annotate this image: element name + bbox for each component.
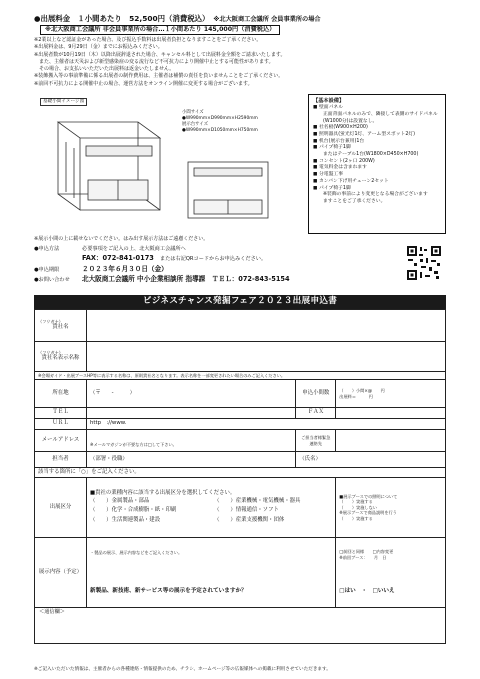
display-name-label: （フリガナ） 貴社名表示名称 — [35, 341, 87, 371]
spec-title: 【基本設備】 — [313, 97, 345, 104]
name-field[interactable]: （氏名） — [296, 452, 446, 468]
fax-field[interactable] — [336, 408, 446, 419]
cat-machinery[interactable]: （ ）産業機械・電気機械・器具 — [214, 498, 301, 505]
position-field[interactable]: （部署・役職） — [87, 452, 296, 468]
note-2: ※出展料金は、9月29日（金）までにお振込みください。 — [34, 44, 163, 51]
booth-spec-box: 【基本設備】 ■ 壁面パネル 正面背面パネルのみで、隣接して表側のサイドパネル(W1000分)は設置なし。 ■ 社名板(W900×H200) ■ 照明器具(蛍光灯1灯、アーム型スポット2灯) ■ 机台(展示台兼用)1台 ■ パイプ椅子1脚 またはテーブル1台(W1800×D450×H700) ■ コンセント(2ヶ口 200W) ■ 電気料金は含まれます ■ 分電盤工事 ■ カンバン下げ用チェーン2セット ■ パイプ椅子1脚 ※装飾の事前により変更となる場合がございます ますことをご了承ください。 — [308, 94, 446, 234]
notes-block — [34, 37, 446, 88]
spec-item: ■ 分電盤工事 — [313, 172, 441, 179]
booth-size-notes: 小間サイズ ●W990mm×D990mm×H2590mm 展示台サイズ ●W990mm×D1050mm×H750mm — [182, 109, 258, 133]
contact-person-field[interactable] — [336, 430, 446, 452]
booth-section — [34, 94, 446, 234]
booth-front-diagram — [180, 156, 276, 226]
email-label: メールアドレス — [35, 430, 87, 452]
category-options[interactable]: ■貴社の業種内容に該当する出展区分を選択してください。 （ ）金属製品・部品 （ ）産業機械・電気機械・器具 （ ）化学・合成樹脂・紙・印刷 （ ）情報通信・ソフト （ ）生活関連製品・建設 （ ）産業支援機関・団体 — [87, 478, 336, 538]
power-options[interactable]: ■展示ブースでの照明について （ ）実施する （ ）実施しない ※展示ブースで商品説明を行う （ ）実施する — [336, 478, 446, 538]
diagram-note: ※展示小間の上に載せないでください。はみ出す展示方法はご遠慮ください。 — [34, 235, 209, 242]
booths-field[interactable]: （ ）小間×@ 円 出展料＝ 円 — [336, 380, 446, 408]
note-5: その場合、お支払いいただいた出展料は返金いたしません。 — [34, 66, 175, 73]
fee-line — [34, 14, 446, 24]
booth-diagrams — [34, 94, 300, 234]
cat-it[interactable]: （ ）情報通信・ソフト — [214, 507, 279, 514]
spec-item: ■ 机台(展示台兼用)1台 — [313, 139, 441, 146]
spec-item: ■ パイプ椅子1脚 — [313, 145, 441, 152]
note-6: ※装飾搬入等の事前準備に係る出展者の制作費用は、主催者は補償の責任を負いませんことをご了承ください。 — [34, 73, 284, 80]
spec-item: ■ 壁面パネル — [313, 105, 441, 112]
cat-chemical[interactable]: （ ）化学・合成樹脂・紙・印刷 — [90, 507, 177, 514]
cat-support[interactable]: （ ）産業支援機関・団体 — [214, 516, 285, 523]
communication-field[interactable]: ＜通信欄＞ — [34, 608, 446, 644]
diagram-tag: 基礎小間イメージ図 — [40, 98, 87, 106]
fax-number[interactable]: FAX：072-841-0173 — [82, 254, 154, 263]
cat-lifestyle[interactable]: （ ）生活関連製品・建設 — [90, 516, 161, 523]
booths-label: 申込小間数 — [296, 380, 336, 408]
spec-item: ■ 照明器具(蛍光灯1灯、アーム型スポット2灯) — [313, 132, 441, 139]
spec-item: ■ カンバン下げ用チェーン2セット — [313, 179, 441, 186]
tel-field[interactable] — [87, 408, 296, 419]
person-label: 担当者 — [35, 452, 87, 468]
fee-member-note: ※北大阪商工会議所 会員事業所の場合 — [213, 16, 321, 23]
fee-nonmember-box: ※北大阪商工会議所 非会員事業所の場合…１小間あたり 145,000円（消費税込） — [40, 25, 280, 35]
display-name-field[interactable] — [87, 341, 446, 371]
company-field[interactable] — [87, 309, 446, 341]
fee-main: ●出展料金 １小間あたり 52,500円（消費税込） — [34, 14, 210, 23]
cat-metal[interactable]: （ ）金属製品・部品 — [90, 498, 150, 505]
contact: 北大阪商工会議所 中小企業相談所 指導課 ＴＥＬ：072-843-5154 — [82, 274, 290, 283]
exhibit-field[interactable]: ・製品の展示、展示内容などをご記入ください。 新製品、新技術、新サービス等の展示を予定されていますか？ — [87, 538, 336, 608]
note-3: ※出展者数が10月19日（木）以降出展辞退された場合、キャンセル料として出展料金全額をご請求いたします。 — [34, 51, 286, 58]
url-label: ＵＲＬ — [35, 419, 87, 430]
application-info: ●申込方法 必要事項をご記入の上、北大阪商工会議所へ FAX：072-841-0173 または右記QRコードからお申込みください。 ●申込期限 ２０２３年６月３０日（金） ●お問い合わせ 北大阪商工会議所 中小企業相談所 指導課 ＴＥＬ：072-843-5154 — [34, 245, 446, 295]
booth-isometric-diagram — [38, 102, 170, 220]
past-exhibit[interactable]: □前回と同様 □内容変更 ※前回ブース： 月 日 □はい ・ □いいえ — [336, 538, 446, 608]
display-name-note: ※会場ガイド・出展ブースHP等に表示する名称は、原則貴社名となります。表示名称を一部変更されたい場合のみご記入ください。 — [35, 371, 446, 379]
address-field[interactable]: （〒 - ） — [87, 380, 296, 408]
application-form — [34, 309, 446, 608]
form-title: ビジネスチャンス発掘フェア２０２３出展申込書 — [34, 295, 446, 308]
privacy-note: ※ご記入いただいた情報は、主催者からの各種連絡・情報提供のため、チラシ、ホームページ等の広報媒体への掲載に利用させていただきます。 — [34, 667, 331, 673]
fax-label: ＦＡＸ — [296, 408, 336, 419]
category-instruction: 該当する箇所に「○」をご記入ください。 — [35, 468, 446, 478]
deadline: ２０２３年６月３０日（金） — [82, 264, 168, 273]
contact-person-label: ご担当者様緊急連絡先 — [296, 430, 336, 452]
url-field[interactable]: http ://www. — [87, 419, 446, 430]
exhibit-label: 展示内容（予定） — [35, 538, 87, 608]
address-label: 所在地 — [35, 380, 87, 408]
spec-item: ■ パイプ椅子1脚 — [313, 186, 441, 193]
spec-item: ■ 社名板(W900×H200) — [313, 125, 441, 132]
category-label: 出展区分 — [35, 478, 87, 538]
spec-item: ■ コンセント(2ヶ口 200W) — [313, 159, 441, 166]
note-1: ※2業以上など認証金があった場合、及び振込手数料は出展者負担となりますことをご了承ください。 — [34, 37, 262, 44]
email-field[interactable]: ※メールマガジンが不要な方は□して下さい。 — [87, 430, 296, 452]
tel-label: ＴＥＬ — [35, 408, 87, 419]
note-4: また、主催者は天災および新型感染症の変る流行など不可抗力により開催中止とする可能性があります。 — [34, 58, 274, 65]
spec-item: ■ 電気料金は含まれます — [313, 165, 441, 172]
qr-code-icon[interactable] — [406, 245, 442, 281]
note-7: ※前回不可抗力による開催中止の場合、運営方法をオンライン開催に変更する場合がございます。 — [34, 80, 253, 87]
company-label: （フリガナ） 貴社名 — [35, 309, 87, 341]
